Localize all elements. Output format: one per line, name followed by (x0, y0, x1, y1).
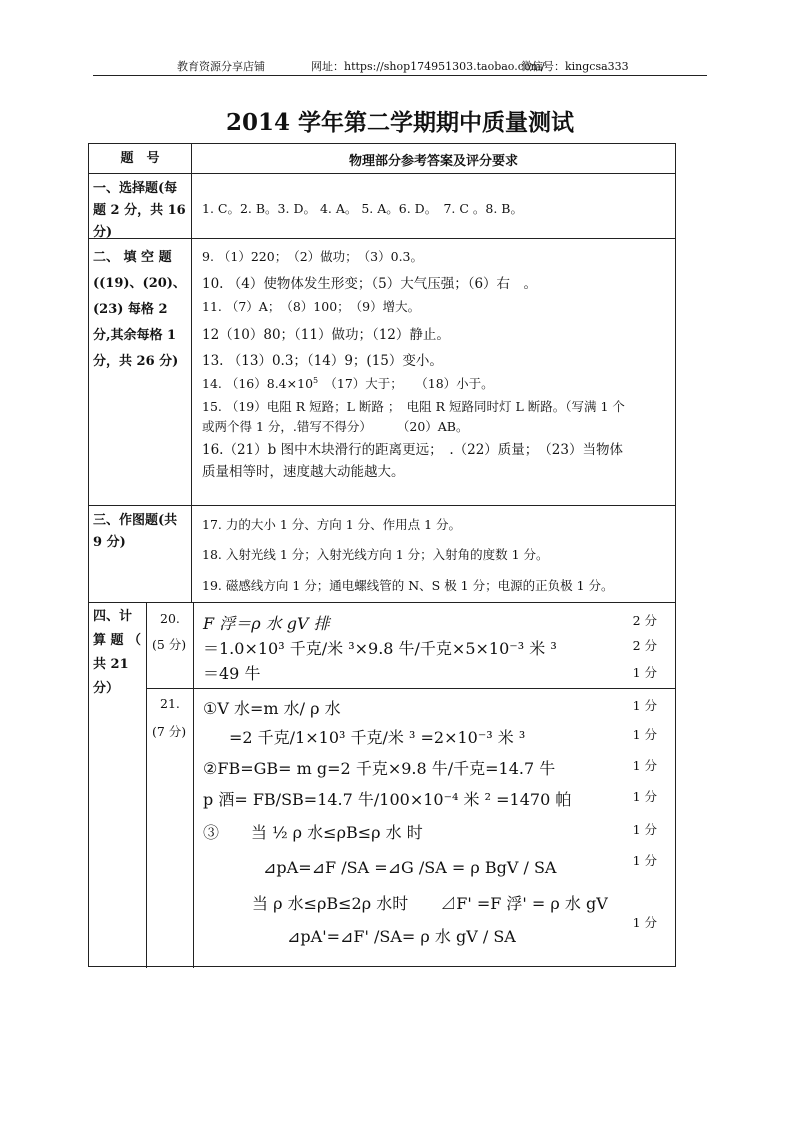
fill-row (89, 238, 675, 505)
header-divider (93, 75, 707, 76)
q20-number-cell (147, 603, 194, 688)
q21-score1: 1 分 (632, 698, 657, 713)
q21-line5: ③ 当 ½ ρ 水≤ρB≤ρ 水 时 (203, 823, 423, 842)
header-question-no: 题 号 (89, 144, 192, 173)
q20-points: (5 分) (152, 637, 187, 652)
header-answer-cell (192, 144, 675, 173)
calc-row (89, 602, 675, 968)
q21-score5: 1 分 (632, 822, 657, 837)
answer-14-part2: （17）大于； （18）小于。 (318, 376, 494, 391)
choice-answer-cell (192, 174, 675, 238)
q20-answer-cell (193, 603, 675, 688)
answer-11: 11. （7）A； （8）100； （9）增大。 (202, 299, 421, 314)
q21-line6: ⊿pA=⊿F /SA =⊿G /SA = ρ BgV / SA (263, 858, 557, 877)
draw-row (89, 505, 675, 602)
choice-answers: 1. C。2. B。3. D。 4. A。 5. A。6. D。 7. C 。8. B。 (202, 201, 523, 216)
q21-line8: ⊿pA'=⊿F' /SA= ρ 水 gV / SA (287, 927, 516, 946)
fill-label: 二、 填 空 题 ((19)、(20)、(23) 每格 2 分,其余每格 1 分，共 26 分) (89, 239, 192, 505)
q21-score6: 1 分 (632, 853, 657, 868)
answer-16-line2: 质量相等时，速度越大动能越大。 (202, 464, 405, 480)
q21-line4: p 酒= FB/SB=14.7 牛/100×10⁻⁴ 米 ² =1470 帕 (203, 790, 572, 809)
answer-17: 17. 力的大小 1 分、方向 1 分、作用点 1 分。 (202, 517, 462, 532)
q21-line7: 当 ρ 水≤ρB≤2ρ 水时 ⊿F' =F 浮' = ρ 水 gV (252, 894, 608, 913)
q21-line3: ②FB=GB= m g=2 千克×9.8 牛/千克=14.7 牛 (203, 759, 556, 778)
answer-14-part1: 14. （16）8.4×10 (202, 376, 314, 391)
answer-9: 9. （1）220； （2）做功； （3）0.3。 (202, 249, 423, 264)
draw-label: 三、作图题(共 9 分) (89, 506, 192, 602)
q21-score4: 1 分 (632, 789, 657, 804)
q20-score2: 2 分 (632, 638, 657, 653)
q21-score2: 1 分 (632, 727, 657, 742)
fill-answer-cell (192, 239, 675, 505)
calc-label: 四、计 算 题 （ 共 21 分） (89, 603, 147, 968)
choice-label: 一、选择题(每题 2 分，共 16 分) (89, 174, 192, 238)
q21-number: 21. (160, 696, 180, 711)
page-title: 2014 学年第二学期期中质量测试 (225, 109, 575, 136)
answer-10: 10. （4）使物体发生形变；（5）大气压强；（6）右 。 (202, 276, 538, 292)
table-header-row (89, 144, 675, 173)
answer-16-line1: 16.（21）b 图中木块滑行的距离更远； .（22）质量； （23）当物体 (202, 442, 623, 458)
q21-line1: ①V 水=m 水/ ρ 水 (203, 699, 341, 718)
answer-19: 19. 磁感线方向 1 分；通电螺线管的 N、S 极 1 分；电源的正负极 1 分。 (202, 578, 614, 593)
q20-line2: ＝1.0×10³ 千克/米 ³×9.8 牛/千克×5×10⁻³ 米 ³ (203, 639, 557, 658)
q20-score3: 1 分 (632, 665, 657, 680)
q21-line2: =2 千克/1×10³ 千克/米 ³ =2×10⁻³ 米 ³ (229, 728, 526, 747)
q21-block (147, 688, 675, 968)
choice-row (89, 173, 675, 238)
q21-score7: 1 分 (632, 915, 657, 930)
shop-url[interactable]: 网址：https://shop174951303.taobao.com/ (311, 60, 545, 73)
draw-answer-cell (192, 506, 675, 602)
answer-14 (202, 374, 494, 392)
answer-14-exponent: 5 (313, 375, 319, 385)
answer-table (88, 143, 676, 967)
q21-number-cell (147, 688, 194, 968)
answer-13: 13. （13）0.3；（14）9；(15）变小。 (202, 353, 443, 369)
q20-number: 20. (160, 611, 180, 626)
answer-15-line2: 或两个得 1 分，.错写不得分） （20）AB。 (202, 419, 469, 434)
q21-points: (7 分) (152, 724, 187, 739)
header-answer-title: 物理部分参考答案及评分要求 (348, 154, 518, 169)
wechat-id: 微信号：kingcsa333 (521, 60, 629, 73)
q20-line3: ＝49 牛 (203, 664, 261, 683)
q20-score1: 2 分 (632, 613, 657, 628)
answer-12: 12（10）80；（11）做功；（12）静止。 (202, 327, 450, 343)
q21-score3: 1 分 (632, 758, 657, 773)
shop-name: 教育资源分享店铺 (177, 60, 265, 73)
answer-15-line1: 15. （19）电阻 R 短路；L 断路 ； 电阻 R 短路同时灯 L 断路。（写满 1 个 (202, 399, 625, 414)
q20-block (147, 603, 675, 689)
q20-line1: F 浮＝ρ 水 gV 排 (203, 614, 330, 633)
q21-answer-cell (193, 688, 675, 968)
answer-18: 18. 入射光线 1 分；入射光线方向 1 分；入射角的度数 1 分。 (202, 547, 549, 562)
page-header (93, 58, 707, 76)
